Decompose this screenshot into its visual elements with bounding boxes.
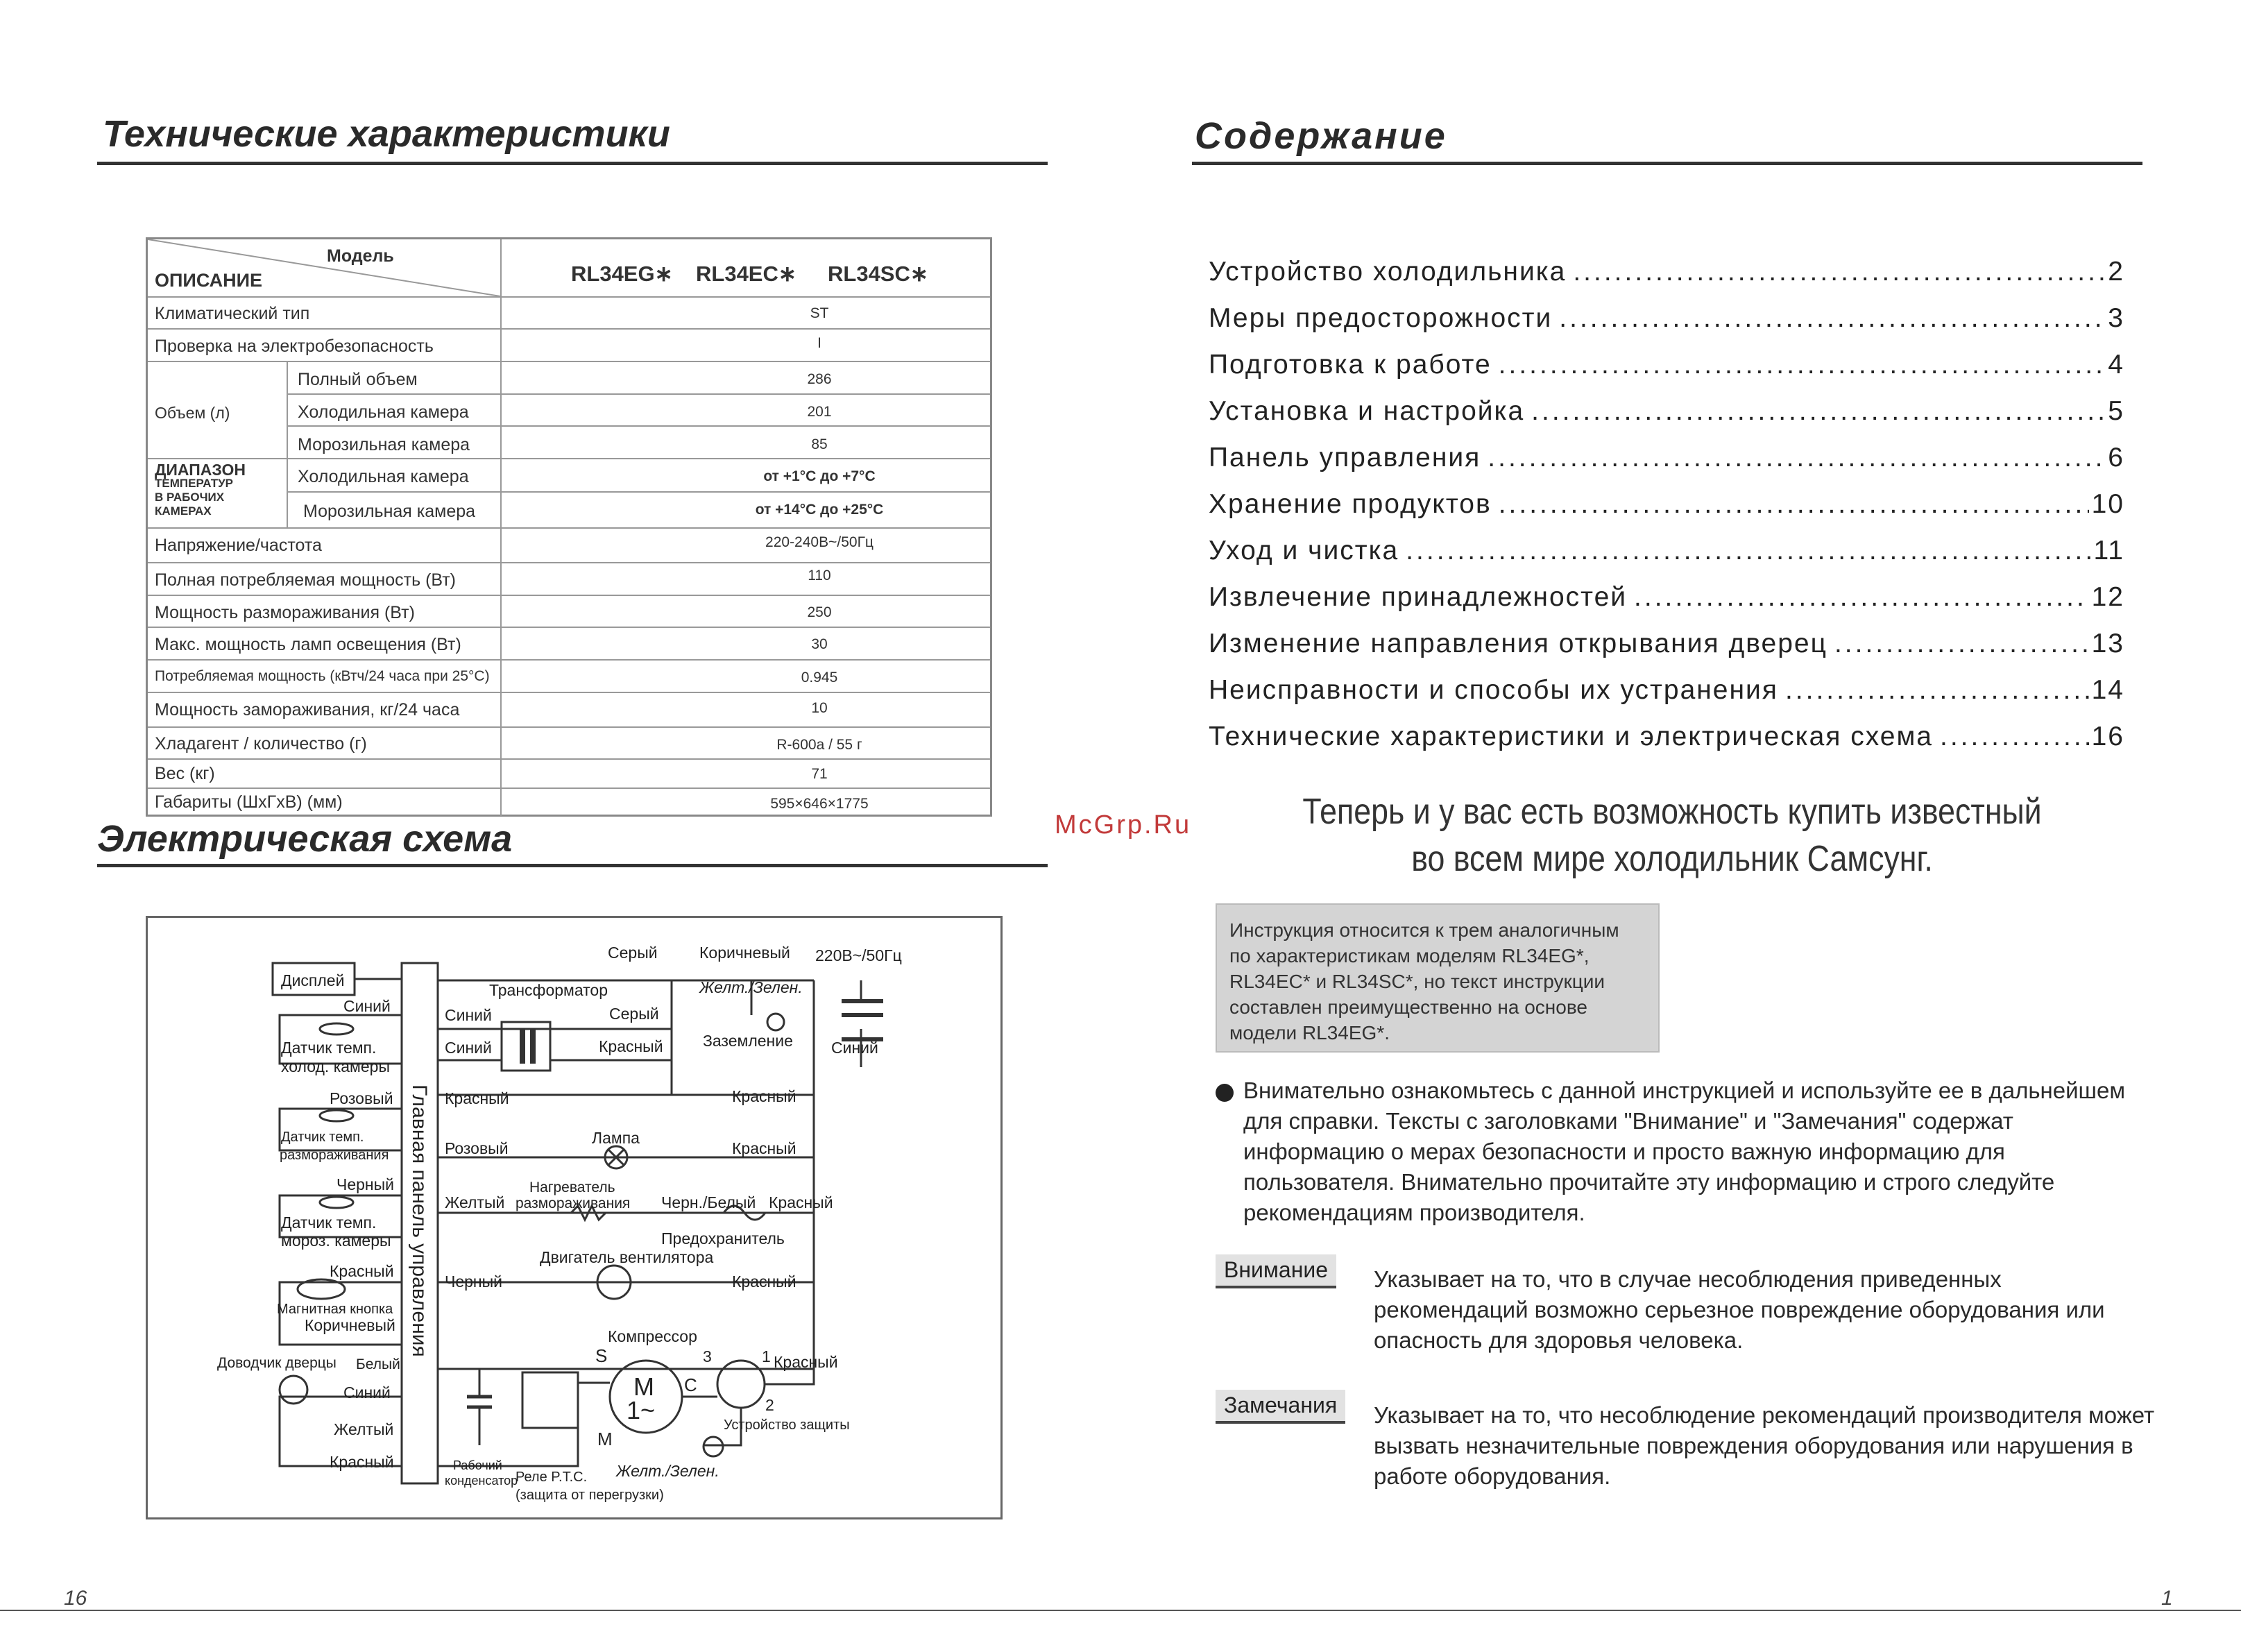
toc-item[interactable] xyxy=(1209,629,2124,659)
toc-item-page: 4 xyxy=(2108,350,2124,380)
toc-item-title: Неисправности и способы их устранения xyxy=(1209,675,1778,705)
label-n1: 1 xyxy=(762,1347,771,1365)
label-protection: Устройство защиты xyxy=(724,1417,850,1433)
model-1: RL34EG∗ xyxy=(571,262,673,286)
label-red7: Красный xyxy=(769,1193,833,1211)
temp-group-line: ТЕМПЕРАТУР xyxy=(155,477,234,490)
label-blue4: Синий xyxy=(343,1383,391,1402)
toc-item[interactable] xyxy=(1209,536,2124,566)
row-line xyxy=(287,393,990,395)
footer-rule xyxy=(0,1610,2241,1611)
toc-dots xyxy=(1573,257,2105,287)
toc-item-page: 14 xyxy=(2091,675,2124,705)
toc-item-page: 10 xyxy=(2091,489,2124,519)
toc-dots xyxy=(1834,629,2089,659)
title-rule xyxy=(97,864,1048,867)
temp-group-line: В РАБОЧИХ xyxy=(155,491,225,504)
power-label: Полная потребляемая мощность (Вт) xyxy=(155,570,457,590)
vol-total-label: Полный объем xyxy=(298,370,418,389)
label-red5: Красный xyxy=(330,1453,394,1471)
lamp-value: 30 xyxy=(811,636,828,652)
toc-item-page: 16 xyxy=(2091,722,2124,751)
contents-title: Содержание xyxy=(1195,115,1447,157)
closer-motor-symbol xyxy=(280,1376,307,1404)
label-lamp: Лампа xyxy=(592,1129,640,1147)
watermark: McGrp.Ru xyxy=(1055,810,1192,840)
model-3: RL34SC∗ xyxy=(828,262,928,286)
toc-item[interactable] xyxy=(1209,722,2124,752)
row-line xyxy=(148,527,990,529)
label-grey: Серый xyxy=(608,944,658,962)
label-n3: 3 xyxy=(703,1347,712,1365)
label-c: C xyxy=(684,1374,697,1395)
label-mains: 220В~/50Гц xyxy=(815,946,902,964)
notes-text: Указывает на то, что несоблюдение рекомендаций производителя может вызвать незначительные повреждения оборудования или нарушения в работе оборудования. xyxy=(1374,1402,2155,1489)
toc-dots xyxy=(1488,443,2105,473)
toc-dots xyxy=(1559,303,2105,334)
label-s: S xyxy=(595,1345,608,1366)
toc-item-title: Уход и чистка xyxy=(1209,536,1399,565)
toc-item-title: Панель управления xyxy=(1209,443,1481,472)
row-line xyxy=(148,692,990,693)
row-line xyxy=(148,595,990,596)
protector-symbol xyxy=(717,1361,765,1408)
label-capacitor-1: Рабочий xyxy=(453,1458,502,1472)
toc-item-page: 5 xyxy=(2108,396,2124,426)
label-transformer: Трансформатор xyxy=(489,981,608,999)
toc-item[interactable] xyxy=(1209,675,2124,706)
volume-group: Объем (л) xyxy=(155,404,230,422)
warning-label: Внимание xyxy=(1216,1254,1336,1288)
label-magnet: Магнитная кнопка xyxy=(277,1302,393,1317)
climate-label: Климатический тип xyxy=(155,304,310,323)
vol-total-value: 286 xyxy=(807,371,832,387)
toc-dots xyxy=(1634,582,2089,613)
label-red2: Красный xyxy=(445,1089,509,1107)
label-red4: Красный xyxy=(330,1262,394,1280)
header-model: Модель xyxy=(327,246,394,266)
label-red8: Красный xyxy=(732,1272,796,1291)
row-line xyxy=(148,328,990,330)
defrost-label: Мощность размораживания (Вт) xyxy=(155,603,415,622)
label-yellow2: Желтый xyxy=(445,1193,505,1211)
toc-item-title: Извлечение принадлежностей xyxy=(1209,582,1628,612)
dims-value: 595×646×1775 xyxy=(770,796,869,812)
label-pink2: Розовый xyxy=(445,1139,509,1157)
row-line xyxy=(287,425,990,427)
promo-line-1: Теперь и у вас есть возможность купить известный xyxy=(1302,792,2042,832)
label-red3: Красный xyxy=(732,1087,796,1105)
row-line xyxy=(148,361,990,362)
label-closer: Доводчик дверцы xyxy=(217,1355,336,1371)
dims-label: Габариты (ШхГхВ) (мм) xyxy=(155,792,343,812)
label-blue2: Синий xyxy=(445,1039,492,1057)
freezing-label: Мощность замораживания, кг/24 часа xyxy=(155,700,460,719)
row-line xyxy=(148,458,990,459)
toc-dots xyxy=(1940,722,2089,752)
row-line xyxy=(287,491,990,493)
label-yellow: Желтый xyxy=(334,1420,394,1438)
label-fan: Двигатель вентилятора xyxy=(540,1248,714,1266)
label-sensor-defrost-1: Датчик темп. xyxy=(281,1130,364,1145)
lamp-label: Макс. мощность ламп освещения (Вт) xyxy=(155,635,461,654)
power-value: 110 xyxy=(808,568,831,584)
toc-item-page: 3 xyxy=(2108,303,2124,333)
label-m2: M xyxy=(597,1429,613,1449)
toc-item-title: Меры предосторожности xyxy=(1209,303,1553,333)
toc-item-page: 11 xyxy=(2093,536,2124,565)
toc-item-title: Технические характеристики и электрическая схема xyxy=(1209,722,1933,751)
toc-item[interactable] xyxy=(1209,350,2124,380)
temp-fridge-value: от +1°C до +7°C xyxy=(763,468,876,484)
label-brown: Коричневый xyxy=(699,944,790,962)
temp-freezer-label: Морозильная камера xyxy=(303,502,476,521)
label-ground: Заземление xyxy=(703,1032,793,1050)
label-ptc-1: Реле P.T.C. xyxy=(515,1470,588,1485)
refrigerant-value: R-600a / 55 г xyxy=(776,737,862,753)
bullet-icon xyxy=(1216,1084,1234,1102)
label-red6: Красный xyxy=(732,1139,796,1157)
refrigerant-label: Хладагент / количество (г) xyxy=(155,734,367,753)
toc-item-title: Изменение направления открывания дверец xyxy=(1209,629,1827,658)
vol-freezer-label: Морозильная камера xyxy=(298,435,470,454)
toc-dots xyxy=(1406,536,2090,566)
label-blue: Синий xyxy=(445,1006,492,1024)
label-brown2: Коричневый xyxy=(305,1316,395,1334)
label-pink: Розовый xyxy=(330,1089,393,1107)
consumption-label: Потребляемая мощность (кВтч/24 часа при 25°C) xyxy=(155,668,490,684)
toc-item-page: 13 xyxy=(2091,629,2124,658)
label-black: Черный xyxy=(336,1175,394,1193)
label-sensor-freezer-1: Датчик темп. xyxy=(281,1214,377,1232)
label-red: Красный xyxy=(599,1037,663,1055)
row-line xyxy=(148,787,990,789)
label-grey2: Серый xyxy=(609,1005,659,1023)
label-one-tilde: 1~ xyxy=(627,1396,656,1424)
label-heater-2: размораживания xyxy=(515,1195,631,1211)
row-line xyxy=(148,758,990,760)
label-ptc-2: (защита от перегрузки) xyxy=(515,1488,664,1503)
toc-item-page: 2 xyxy=(2108,257,2124,287)
right-page-number: 1 xyxy=(2161,1587,2173,1610)
label-fuse: Предохранитель xyxy=(661,1229,785,1247)
label-sensor-defrost-2: размораживания xyxy=(280,1148,389,1163)
vol-freezer-value: 85 xyxy=(811,436,828,452)
toc-item-title: Устройство холодильника xyxy=(1209,257,1567,287)
defrost-value: 250 xyxy=(807,604,832,620)
electrical-schema xyxy=(146,916,1003,1519)
temp-fridge-label: Холодильная камера xyxy=(298,467,469,486)
label-black2: Черный xyxy=(445,1272,502,1291)
temp-freezer-value: от +14°C до +25°C xyxy=(755,502,884,518)
spec-table xyxy=(146,237,992,817)
toc-item-page: 12 xyxy=(2091,582,2124,612)
note-box: Инструкция относится к трем аналогичным по характеристикам моделям RL34EG*, RL34EC* и RL34SC*, но текст инструкции составлен преимущественно на основе модели RL34EG*. xyxy=(1216,903,1660,1053)
consumption-value: 0.945 xyxy=(801,670,838,686)
toc-item[interactable] xyxy=(1209,257,2124,287)
toc-item-title: Хранение продуктов xyxy=(1209,489,1492,519)
schema-title: Электрическая схема xyxy=(97,818,513,860)
row-line xyxy=(148,627,990,628)
weight-label: Вес (кг) xyxy=(155,764,215,783)
temp-group xyxy=(155,463,246,518)
label-yellow-green: Желт./Зелен. xyxy=(699,978,803,996)
table-subcol-divider xyxy=(287,361,288,527)
freezing-value: 10 xyxy=(811,700,828,716)
label-display: Дисплей xyxy=(281,971,345,989)
toc-dots xyxy=(1785,675,2089,706)
label-black-white: Черн./Белый xyxy=(661,1193,756,1211)
warning-text: Указывает на то, что в случае несоблюдения приведенных рекомендаций возможно серьезное повреждение оборудования или опасность для здоровья человека. xyxy=(1374,1266,2105,1353)
promo-line-2: во всем мире холодильник Самсунг. xyxy=(1411,839,1933,879)
schema-drawing xyxy=(148,918,1000,1517)
title-rule xyxy=(1192,162,2142,165)
label-heater-1: Нагреватель xyxy=(529,1180,615,1195)
label-yellow-green2: Желт./Зелен. xyxy=(616,1462,719,1480)
row-line xyxy=(148,659,990,661)
model-2: RL34EC∗ xyxy=(696,262,796,286)
title-rule xyxy=(97,162,1048,165)
toc-item[interactable] xyxy=(1209,443,2124,473)
toc-item-title: Установка и настройка xyxy=(1209,396,1525,426)
voltage-value: 220-240В~/50Гц xyxy=(765,534,874,550)
header-desc: ОПИСАНИЕ xyxy=(155,270,263,291)
toc-item[interactable] xyxy=(1209,303,2124,334)
label-sensor-fridge-1: Датчик темп. xyxy=(281,1039,377,1057)
label-red9: Красный xyxy=(774,1353,838,1371)
toc-dots xyxy=(1499,489,2089,520)
label-sensor-freezer-2: мороз. камеры xyxy=(281,1232,391,1250)
intro-text: Внимательно ознакомьтесь с данной инструкцией и используйте ее в дальнейшем для справки. Тексты с заголовками "Внимание" и "Замечания" содержат информацию о мерах безопасности и просто важную информацию для пользователя. Внимательно прочитайте эту информацию и строго следуйте рекомендациям производителя. xyxy=(1243,1078,2126,1225)
label-blue3: Синий xyxy=(831,1039,878,1057)
climate-value: ST xyxy=(810,305,829,321)
label-sensor-fridge-2: холод. камеры xyxy=(281,1057,390,1075)
temp-group-line: КАМЕРАХ xyxy=(155,504,212,518)
label-main-panel: Главная панель управления xyxy=(408,1084,431,1357)
label-n2: 2 xyxy=(765,1396,774,1414)
toc-dots xyxy=(1531,396,2105,427)
toc-item-page: 6 xyxy=(2108,443,2124,472)
row-line xyxy=(148,562,990,563)
row-line xyxy=(148,296,990,298)
weight-value: 71 xyxy=(811,766,828,782)
row-line xyxy=(148,726,990,728)
toc-item[interactable] xyxy=(1209,582,2124,613)
label-compressor: Компрессор xyxy=(608,1327,697,1345)
label-white: Белый xyxy=(356,1356,400,1372)
toc-item-title: Подготовка к работе xyxy=(1209,350,1492,380)
toc-item[interactable] xyxy=(1209,489,2124,520)
toc-item[interactable] xyxy=(1209,396,2124,427)
temp-group-line: ДИАПАЗОН xyxy=(155,461,246,479)
notes-label: Замечания xyxy=(1216,1390,1345,1424)
vol-fridge-value: 201 xyxy=(807,404,832,420)
specs-title: Технические характеристики xyxy=(103,113,670,155)
label-capacitor-2: конденсатор xyxy=(445,1474,518,1488)
label-m: M xyxy=(633,1372,654,1401)
voltage-label: Напряжение/частота xyxy=(155,536,322,555)
elsafety-value: I xyxy=(817,335,821,351)
elsafety-label: Проверка на электробезопасность xyxy=(155,337,434,356)
label-blue-sensor: Синий xyxy=(343,997,391,1015)
left-page-number: 16 xyxy=(64,1587,87,1610)
toc-dots xyxy=(1499,350,2106,380)
vol-fridge-label: Холодильная камера xyxy=(298,402,469,422)
